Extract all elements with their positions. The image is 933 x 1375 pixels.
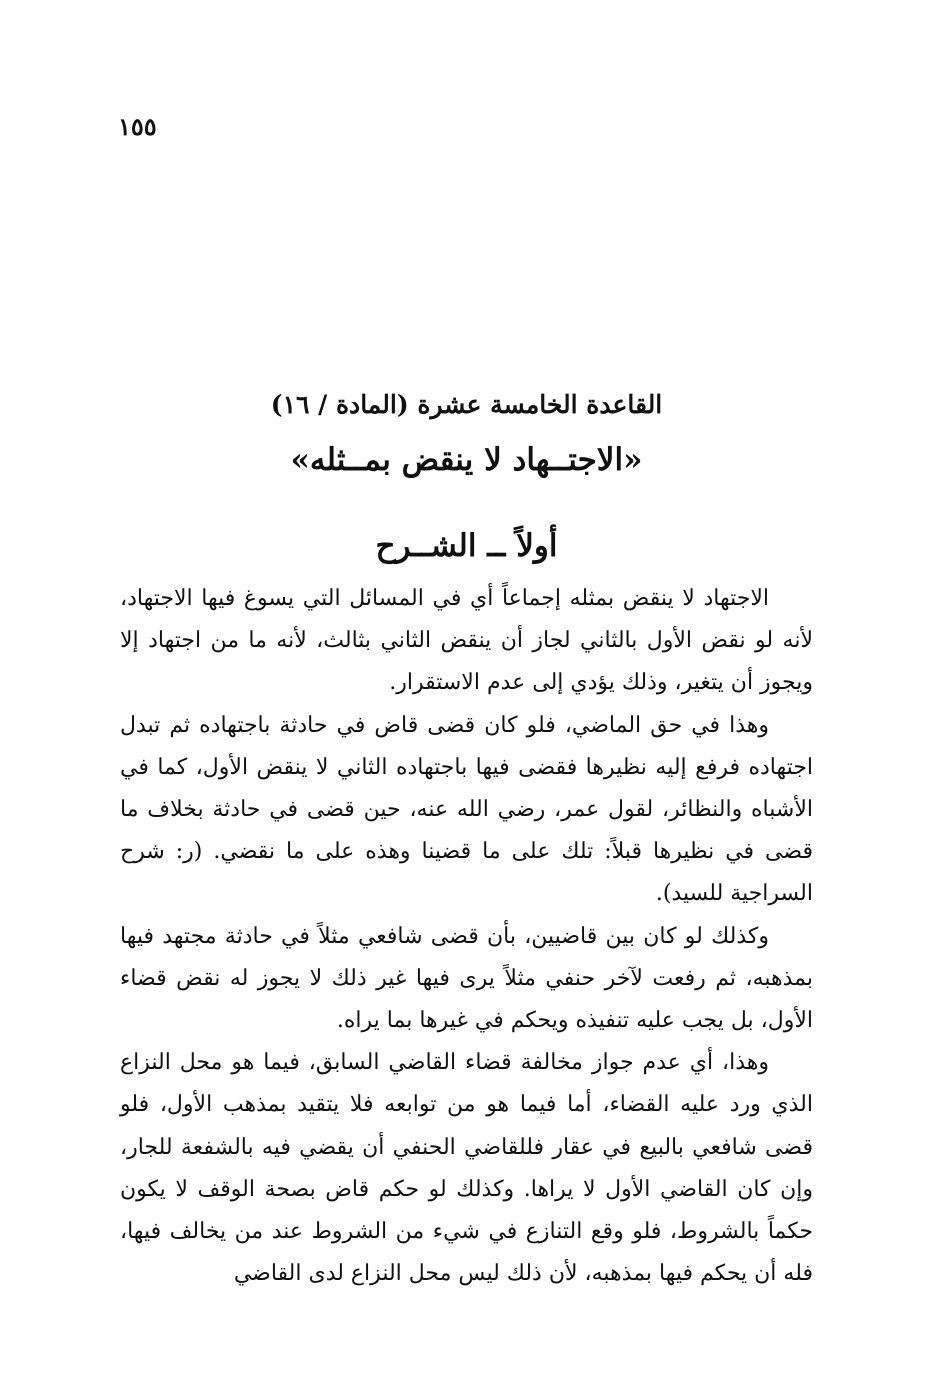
body-text	[120, 578, 813, 1295]
paragraph: وكذلك لو كان بين قاضيين، بأن قضى شافعي مثلاً في حادثة مجتهد فيها بمذهبه، ثم رفعت لآخر حنفي مثلاً يرى فيها غير ذلك لا يجوز له نقض قضاء الأول، بل يجب عليه تنفيذه ويحكم في غيرها بما يراه.	[120, 923, 813, 1034]
rule-subtitle: «الاجتــهاد لا ينقض بمــثله»	[290, 442, 643, 478]
paragraph: الاجتهاد لا ينقض بمثله إجماعاً أي في المسائل التي يسوغ فيها الاجتهاد، لأنه لو نقض الأول بالثاني لجاز أن ينقض الثاني بثالث، لأنه ما من اجتهاد إلا ويجوز أن يتغير، وذلك يؤدي إلى عدم الاستقرار.	[120, 586, 813, 696]
page-number: ١٥٥	[118, 112, 157, 141]
paragraph: وهذا في حق الماضي، فلو كان قضى قاض في حادثة باجتهاده ثم تبدل اجتهاده فرفع إليه نظيرها فقضى فيها باجتهاده الثاني لا ينقض الأول، كما في الأشباه والنظائر، لقول عمر، رضي الله عنه، حين قضى في حادثة بخلاف ما قضى في نظيرها قبلاً: تلك على ما قضينا وهذه على ما نقضي. (ر: شرح السراجية للسيد).	[120, 712, 813, 907]
paragraph: وهذا، أي عدم جواز مخالفة قضاء القاضي السابق، فيما هو محل النزاع الذي ورد عليه القضاء، أما فيما هو من توابعه فلا يتقيد بمذهب الأول، فلو قضى شافعي بالبيع في عقار فللقاضي الحنفي أن يقضي فيه بالشفعة للجار، وإن كان القاضي الأول لا يراها. وكذلك لو حكم قاض بصحة الوقف لا يكون حكماً بالشروط، فلو وقع التنازع في شيء من الشروط عند من يخالف فيها، فله أن يحكم فيها بمذهبه، لأن ذلك ليس محل النزاع لدى القاضي	[120, 1050, 813, 1287]
rule-title: القاعدة الخامسة عشرة (المادة / ١٦)	[270, 390, 663, 419]
section-title: أولاً ــ الشــرح	[375, 528, 558, 564]
